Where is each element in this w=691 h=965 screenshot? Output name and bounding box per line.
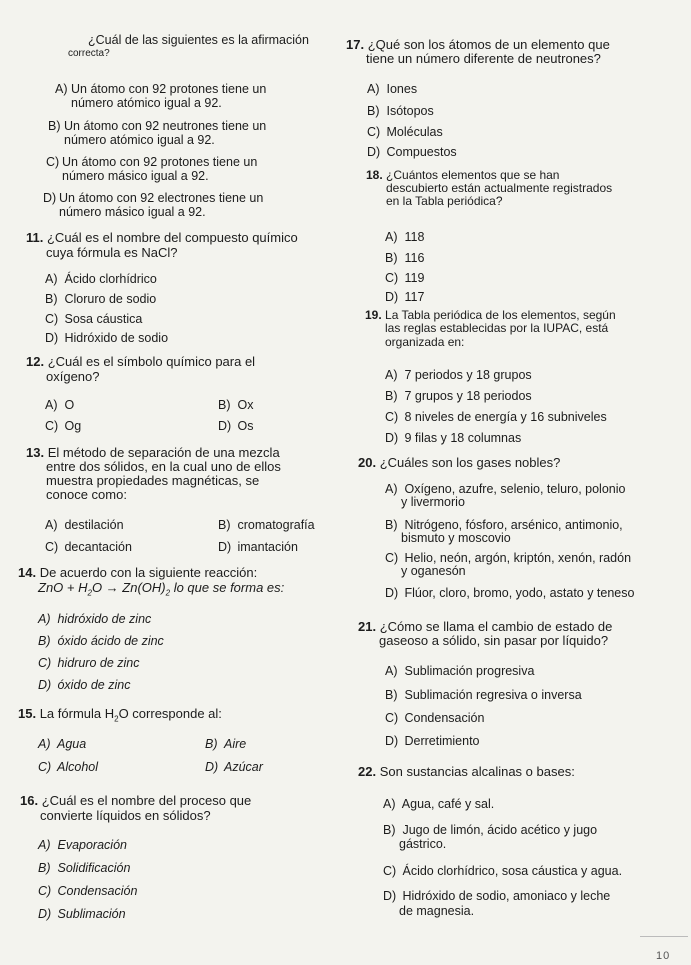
option-d: D) imantación bbox=[218, 540, 298, 554]
reaction-equation: ZnO + $H_2O \to Zn(OH)_2$ lo que se forma es: bbox=[38, 580, 285, 598]
question-stem: 20. ¿Cuáles son los gases nobles? bbox=[358, 455, 561, 470]
option-d: D) Compuestos bbox=[367, 145, 457, 159]
question-stem: 19. La Tabla periódica de los elementos, según bbox=[365, 308, 616, 322]
option-d: D) Azúcar bbox=[205, 760, 263, 774]
question-stem: 17. ¿Qué son los átomos de un elemento que bbox=[346, 37, 610, 52]
option-b: B) Jugo de limón, ácido acético y jugo bbox=[383, 823, 598, 837]
question-stem: 14. De acuerdo con la siguiente reacción: bbox=[18, 565, 258, 580]
option-b-line2: gástrico. bbox=[399, 837, 447, 851]
option-a: A) Evaporación bbox=[38, 838, 127, 852]
option-d: D) Un átomo con 92 electrones tiene un bbox=[43, 191, 264, 205]
question-stem: entre dos sólidos, en la cual uno de ellos bbox=[46, 459, 281, 474]
question-stem: oxígeno? bbox=[46, 369, 100, 384]
option-d: D) óxido de zinc bbox=[38, 678, 131, 692]
option-c: C) Og bbox=[45, 419, 82, 433]
option-d: D) Derretimiento bbox=[385, 734, 480, 748]
option-b: B) cromatografía bbox=[218, 518, 315, 532]
option-b: B) Cloruro de sodio bbox=[45, 292, 157, 306]
option-a: A) Agua, café y sal. bbox=[383, 797, 495, 811]
option-c: C) Sosa cáustica bbox=[45, 312, 143, 326]
question-stem: ¿Cuál de las siguientes es la afirmación bbox=[88, 33, 309, 47]
question-stem: cuya fórmula es NaCl? bbox=[46, 245, 178, 260]
question-stem: en la Tabla periódica? bbox=[386, 194, 503, 208]
option-b: B) Aire bbox=[205, 737, 247, 751]
option-a: A) hidróxido de zinc bbox=[38, 612, 152, 626]
option-b-line2: número atómico igual a 92. bbox=[64, 133, 215, 147]
option-d-line2: número másico igual a 92. bbox=[59, 205, 206, 219]
option-b: B) Isótopos bbox=[367, 104, 434, 118]
question-stem: las reglas establecidas por la IUPAC, está bbox=[385, 321, 609, 335]
question-stem: convierte líquidos en sólidos? bbox=[40, 808, 211, 823]
option-b-line2: bismuto y moscovio bbox=[401, 531, 511, 545]
option-a: A) Oxígeno, azufre, selenio, teluro, polonio bbox=[385, 482, 626, 496]
option-a: A) Iones bbox=[367, 82, 418, 96]
option-c-line2: número másico igual a 92. bbox=[62, 169, 209, 183]
question-stem: 21. ¿Cómo se llama el cambio de estado de bbox=[358, 619, 613, 634]
option-a: A) Ácido clorhídrico bbox=[45, 272, 157, 286]
option-c: C) Helio, neón, argón, kriptón, xenón, radón bbox=[385, 551, 632, 565]
option-c-line2: y oganesón bbox=[401, 564, 466, 578]
question-stem: 13. El método de separación de una mezcla bbox=[26, 445, 280, 460]
question-stem: 18. ¿Cuántos elementos que se han bbox=[366, 168, 560, 182]
option-c: C) 119 bbox=[385, 271, 425, 285]
option-c: C) 8 niveles de energía y 16 subniveles bbox=[385, 410, 607, 424]
question-stem: 11. ¿Cuál es el nombre del compuesto químico bbox=[26, 230, 298, 245]
option-a: A) 7 periodos y 18 grupos bbox=[385, 368, 532, 382]
option-c: C) Un átomo con 92 protones tiene un bbox=[46, 155, 258, 169]
option-a: A) O bbox=[45, 398, 75, 412]
question-stem: muestra propiedades magnéticas, se bbox=[46, 473, 260, 488]
option-b: B) Solidificación bbox=[38, 861, 131, 875]
question-stem: correcta? bbox=[68, 48, 110, 59]
option-a-line2: y livermorio bbox=[401, 495, 465, 509]
option-b: B) Nitrógeno, fósforo, arsénico, antimonio, bbox=[385, 518, 623, 532]
option-b: B) 116 bbox=[385, 251, 425, 265]
option-d: D) 9 filas y 18 columnas bbox=[385, 431, 522, 445]
question-stem: 12. ¿Cuál es el símbolo químico para el bbox=[26, 354, 256, 369]
option-a: A) Sublimación progresiva bbox=[385, 664, 535, 678]
page-number: 10 bbox=[656, 950, 671, 962]
option-d-line2: de magnesia. bbox=[399, 904, 475, 918]
option-c: C) Ácido clorhídrico, sosa cáustica y agua. bbox=[383, 864, 623, 878]
option-a: A) Agua bbox=[38, 737, 87, 751]
option-d: D) 117 bbox=[385, 290, 425, 304]
option-a: A) Un átomo con 92 protones tiene un bbox=[55, 82, 267, 96]
option-d: D) Flúor, cloro, bromo, yodo, astato y teneso bbox=[385, 586, 635, 600]
footer-rule bbox=[640, 936, 688, 937]
question-stem: organizada en: bbox=[385, 335, 465, 349]
option-c: C) Alcohol bbox=[38, 760, 99, 774]
option-a: A) destilación bbox=[45, 518, 124, 532]
option-a-line2: número atómico igual a 92. bbox=[71, 96, 222, 110]
option-c: C) decantación bbox=[45, 540, 132, 554]
option-d: D) Hidróxido de sodio bbox=[45, 331, 169, 345]
option-a: A) 118 bbox=[385, 230, 425, 244]
option-c: C) Moléculas bbox=[367, 125, 443, 139]
option-c: C) Condensación bbox=[38, 884, 138, 898]
option-d: D) Sublimación bbox=[38, 907, 126, 921]
option-b: B) Un átomo con 92 neutrones tiene un bbox=[48, 119, 267, 133]
option-c: C) hidruro de zinc bbox=[38, 656, 140, 670]
option-d: D) Hidróxido de sodio, amoniaco y leche bbox=[383, 889, 611, 903]
question-stem: gaseoso a sólido, sin pasar por líquido? bbox=[379, 633, 609, 648]
question-stem: tiene un número diferente de neutrones? bbox=[366, 51, 601, 66]
option-c: C) Condensación bbox=[385, 711, 485, 725]
option-d: D) Os bbox=[218, 419, 254, 433]
question-stem: 22. Son sustancias alcalinas o bases: bbox=[358, 764, 575, 779]
question-stem: 16. ¿Cuál es el nombre del proceso que bbox=[20, 793, 252, 808]
option-b: B) Sublimación regresiva o inversa bbox=[385, 688, 582, 702]
question-stem: descubierto están actualmente registrados bbox=[386, 181, 613, 195]
option-b: B) 7 grupos y 18 periodos bbox=[385, 389, 532, 403]
question-stem: 15. La fórmula $H_2O$ corresponde al: bbox=[18, 706, 222, 724]
option-b: B) óxido ácido de zinc bbox=[38, 634, 164, 648]
option-b: B) Ox bbox=[218, 398, 254, 412]
question-stem: conoce como: bbox=[46, 487, 127, 502]
